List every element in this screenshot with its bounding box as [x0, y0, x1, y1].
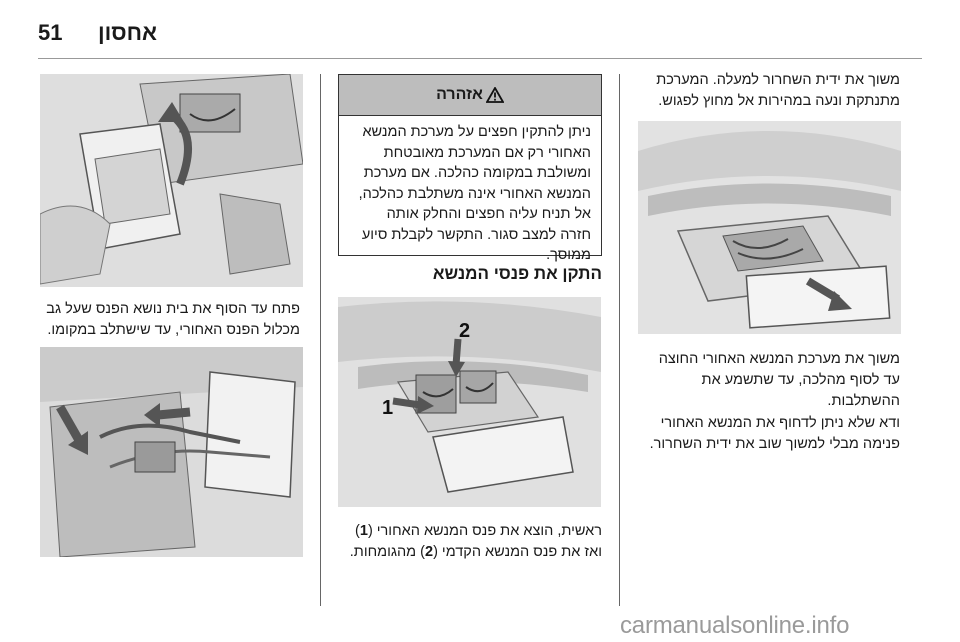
watermark: carmanualsonline.info	[620, 612, 850, 639]
caption-part: ) ואז את פנס המנשא הקדמי (	[355, 523, 602, 560]
text-line: מתנתקת ונעה במהירות אל מחוץ לפגוש.	[658, 93, 900, 109]
text-line: ממוסך.	[546, 247, 591, 263]
caption-num-2: 2	[425, 544, 434, 560]
warning-triangle-icon	[486, 87, 504, 103]
open-lamp-housing-illustration	[40, 74, 303, 287]
caption-num-1: 1	[359, 523, 368, 539]
text-line: אל תניח עליה חפצים והחלק אותה	[386, 206, 591, 222]
text-line: ומשולבת במקומה כהלכה. אם מערכת	[363, 165, 591, 181]
rear-carrier-pull-illustration	[638, 121, 901, 334]
callout-1: 1	[382, 397, 394, 419]
caption-part: ראשית, הוצא את פנס המנשא האחורי (	[367, 523, 602, 539]
page-number: 51	[38, 20, 63, 45]
text-line: משוך את מערכת המנשא האחורי החוצה	[658, 351, 900, 367]
text-line: פתח עד הסוף את בית נושא הפנס שעל גב	[46, 301, 300, 317]
warning-header	[339, 75, 601, 116]
left-caption	[38, 299, 300, 341]
warning-title: אזהרה	[436, 86, 483, 103]
column-divider-left	[320, 74, 321, 606]
right-para-1	[628, 70, 900, 112]
right-para-2	[628, 349, 900, 412]
figure-open-lamp-housing	[40, 74, 303, 287]
right-para-3	[628, 413, 900, 455]
page-title: אחסון	[98, 20, 158, 45]
text-line: המנשא האחורי אינה משתלבת כהלכה,	[358, 185, 591, 202]
warning-body	[339, 116, 601, 266]
text-line: פנימה מבלי למשוך שוב את ידית השחרור.	[649, 436, 900, 452]
column-divider-right	[619, 74, 620, 606]
figure-rear-carrier-pull	[638, 121, 901, 334]
text-line: ודא שלא ניתן לדחוף את המנשא האחורי	[660, 415, 900, 431]
text-line: חזרה למצב סגור. התקשר לקבלת סיוע	[361, 226, 591, 243]
lamp-removal-illustration	[338, 297, 601, 507]
callout-2: 2	[459, 320, 471, 342]
figure-lamp-removal	[338, 297, 601, 507]
header-rule	[38, 58, 922, 59]
caption-part: ) מהגומחות.	[349, 544, 425, 560]
warning-box	[338, 74, 602, 263]
text-line: ההשתלבות.	[827, 393, 900, 409]
text-line: האחורי רק אם המערכת מאובטחת	[383, 144, 591, 161]
text-line: ניתן להתקין חפצים על מערכת המנשא	[362, 124, 591, 140]
text-line: עד לסוף מהלכה, עד שתשמע את	[701, 372, 900, 388]
middle-caption	[340, 521, 602, 563]
section-heading: התקן את פנסי המנשא	[432, 264, 602, 283]
text-line: מכלול הפנס האחורי, עד שישתלב במקומו.	[47, 322, 300, 338]
figure-lamp-latch	[40, 347, 303, 557]
text-line: משוך את ידית השחרור למעלה. המערכת	[656, 72, 900, 88]
lamp-latch-illustration	[40, 347, 303, 557]
